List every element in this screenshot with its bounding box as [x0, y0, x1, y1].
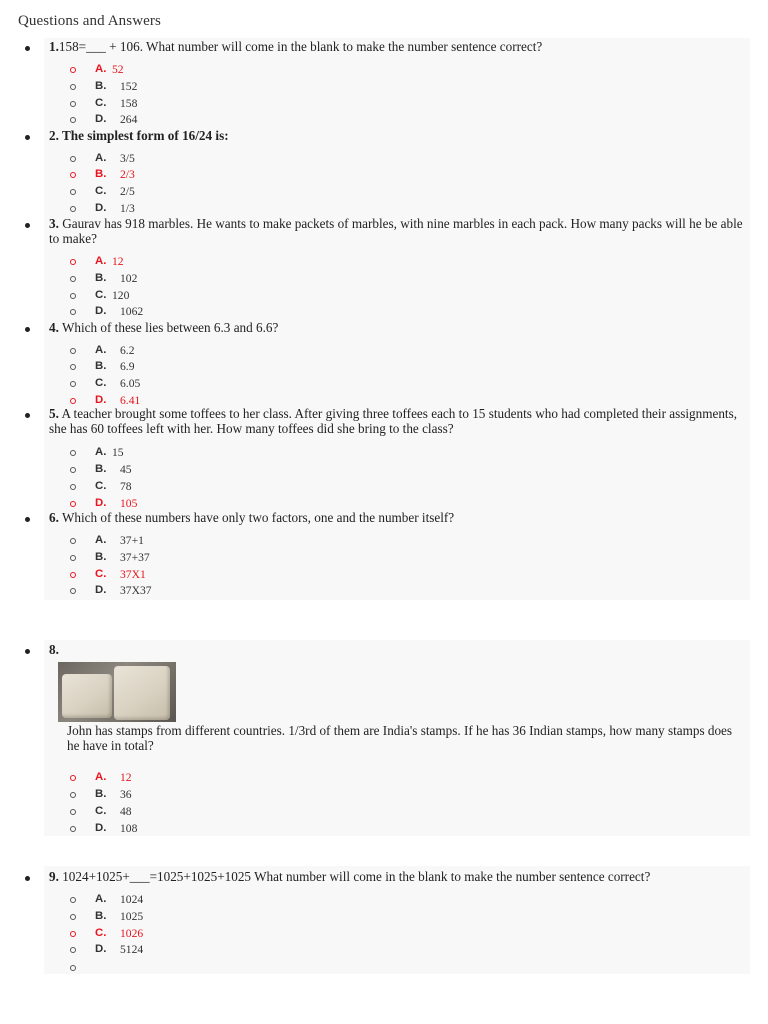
question-number: 2. The simplest form of 16/24 is:: [49, 128, 229, 143]
radio-circle-icon: [70, 914, 76, 920]
radio-circle-icon: [70, 467, 76, 473]
seal-stamps-image: [58, 662, 176, 722]
option-value: 2/5: [120, 185, 135, 198]
option-value: 52: [112, 63, 124, 76]
radio-circle-icon: [70, 809, 76, 815]
option-letter: B.: [95, 463, 107, 475]
option-value: 1025: [120, 910, 144, 923]
option-letter: C.: [95, 805, 107, 817]
option-value: 6.41: [120, 394, 141, 407]
seal-stamp-small: [62, 674, 112, 718]
option-value: 152: [120, 80, 138, 93]
option-letter: A.: [95, 893, 107, 905]
radio-circle-icon: [70, 364, 76, 370]
radio-circle-icon: [70, 101, 76, 107]
option-value: 105: [120, 497, 138, 510]
question-text: Which of these numbers have only two factors, one and the number itself?: [61, 510, 455, 525]
option-value: 36: [120, 788, 132, 801]
question-3: [49, 216, 751, 246]
option-letter: D.: [95, 394, 107, 406]
option-letter: C.: [95, 185, 107, 197]
option-letter: D.: [95, 943, 107, 955]
radio-circle-icon: [70, 450, 76, 456]
question-text: A teacher brought some toffees to her class. After giving three toffees each to 15 students who had completed their assignments, she has 60 toffees left with her. How many toffees did she bring to the class?: [49, 406, 738, 436]
option-value: 6.9: [120, 360, 135, 373]
question-number: 4.: [49, 320, 59, 335]
option-letter: C.: [95, 927, 107, 939]
question-bullet: [25, 223, 30, 228]
option-value: 37+37: [120, 551, 150, 564]
option-value: 2/3: [120, 168, 135, 181]
radio-circle-icon: [70, 538, 76, 544]
option-value: 37+1: [120, 534, 144, 547]
question-number: 9.: [49, 869, 59, 884]
option-value: 108: [120, 822, 138, 835]
radio-circle-icon: [70, 947, 76, 953]
option-letter: A.: [95, 63, 107, 75]
option-letter: A.: [95, 446, 107, 458]
radio-circle-icon: [70, 84, 76, 90]
page-title: Questions and Answers: [18, 13, 161, 29]
option-letter: C.: [95, 377, 107, 389]
option-letter: D.: [95, 113, 107, 125]
question-9: [49, 869, 751, 884]
question-1: [49, 39, 751, 54]
option-value: 102: [120, 272, 138, 285]
radio-circle-icon: [70, 484, 76, 490]
option-value: 158: [120, 97, 138, 110]
option-value: 12: [120, 771, 132, 784]
question-number: 5.: [49, 406, 59, 421]
option-value: 37X37: [120, 584, 152, 597]
option-value: 1024: [120, 893, 144, 906]
question-bullet: [25, 649, 30, 654]
option-letter: B.: [95, 360, 107, 372]
option-letter: D.: [95, 305, 107, 317]
question-6: [49, 510, 751, 525]
question-5: [49, 406, 751, 436]
radio-circle-icon: [70, 398, 76, 404]
question-bullet: [25, 46, 30, 51]
option-letter: C.: [95, 568, 107, 580]
question-bullet: [25, 327, 30, 332]
radio-circle-icon: [70, 555, 76, 561]
radio-circle-icon: [70, 792, 76, 798]
option-letter: D.: [95, 584, 107, 596]
option-value: 45: [120, 463, 132, 476]
radio-circle-icon: [70, 293, 76, 299]
option-value: 15: [112, 446, 124, 459]
option-letter: B.: [95, 910, 107, 922]
radio-circle-icon: [70, 501, 76, 507]
option-letter: C.: [95, 480, 107, 492]
radio-circle-icon: [70, 189, 76, 195]
option-letter: A.: [95, 534, 107, 546]
question-8-text: [67, 723, 747, 753]
radio-circle-icon: [70, 67, 76, 73]
option-letter: B.: [95, 272, 107, 284]
option-value: 264: [120, 113, 138, 126]
option-value: 6.05: [120, 377, 141, 390]
radio-circle-icon: [70, 826, 76, 832]
question-bullet: [25, 135, 30, 140]
question-text: 1024+1025+___=1025+1025+1025 What number will come in the blank to make the number sentence correct?: [62, 869, 651, 884]
radio-circle-icon: [70, 588, 76, 594]
option-letter: B.: [95, 551, 107, 563]
radio-circle-icon: [70, 172, 76, 178]
radio-circle-icon: [70, 117, 76, 123]
radio-circle-icon: [70, 276, 76, 282]
option-letter: A.: [95, 771, 107, 783]
radio-circle-icon: [70, 259, 76, 265]
question-number: 3.: [49, 216, 59, 231]
question-text: Which of these lies between 6.3 and 6.6?: [61, 320, 279, 335]
option-letter: D.: [95, 497, 107, 509]
radio-circle-icon: [70, 897, 76, 903]
question-4: [49, 320, 751, 335]
option-letter: B.: [95, 168, 107, 180]
option-value: 48: [120, 805, 132, 818]
option-value: 37X1: [120, 568, 146, 581]
option-letter: C.: [95, 97, 107, 109]
option-value: 3/5: [120, 152, 135, 165]
question-number: 8.: [49, 642, 59, 657]
radio-circle-icon: [70, 381, 76, 387]
option-letter: A.: [95, 255, 107, 267]
option-value: 1026: [120, 927, 144, 940]
radio-circle-icon: [70, 206, 76, 212]
option-value: 12: [112, 255, 124, 268]
question-bullet: [25, 413, 30, 418]
radio-circle-icon: [70, 156, 76, 162]
question-number: 6.: [49, 510, 59, 525]
radio-circle-icon: [70, 931, 76, 937]
seal-stamp-large: [114, 666, 170, 720]
radio-circle-icon: [70, 965, 76, 971]
question-bullet: [25, 517, 30, 522]
radio-circle-icon: [70, 572, 76, 578]
option-value: 78: [120, 480, 132, 493]
option-value: 5124: [120, 943, 144, 956]
question-bullet: [25, 876, 30, 881]
option-value: 6.2: [120, 344, 135, 357]
option-value: 1062: [120, 305, 144, 318]
question-8: [49, 642, 751, 657]
option-letter: A.: [95, 344, 107, 356]
question-text: Gaurav has 918 marbles. He wants to make packets of marbles, with nine marbles in each pack. How many packs will he be able to make?: [49, 216, 743, 246]
option-letter: D.: [95, 202, 107, 214]
question-number: 1.: [49, 39, 59, 54]
radio-circle-icon: [70, 775, 76, 781]
option-letter: C.: [95, 289, 107, 301]
option-letter: A.: [95, 152, 107, 164]
option-letter: B.: [95, 788, 107, 800]
radio-circle-icon: [70, 309, 76, 315]
question-text: John has stamps from different countries. 1/3rd of them are India's stamps. If he has 36 Indian stamps, how many stamps does he have in total?: [67, 723, 733, 753]
question-text: 158=___ + 106. What number will come in the blank to make the number sentence correct?: [58, 39, 543, 54]
radio-circle-icon: [70, 348, 76, 354]
question-2: [49, 128, 751, 143]
option-value: 1/3: [120, 202, 135, 215]
option-value: 120: [112, 289, 130, 302]
option-letter: D.: [95, 822, 107, 834]
option-letter: B.: [95, 80, 107, 92]
